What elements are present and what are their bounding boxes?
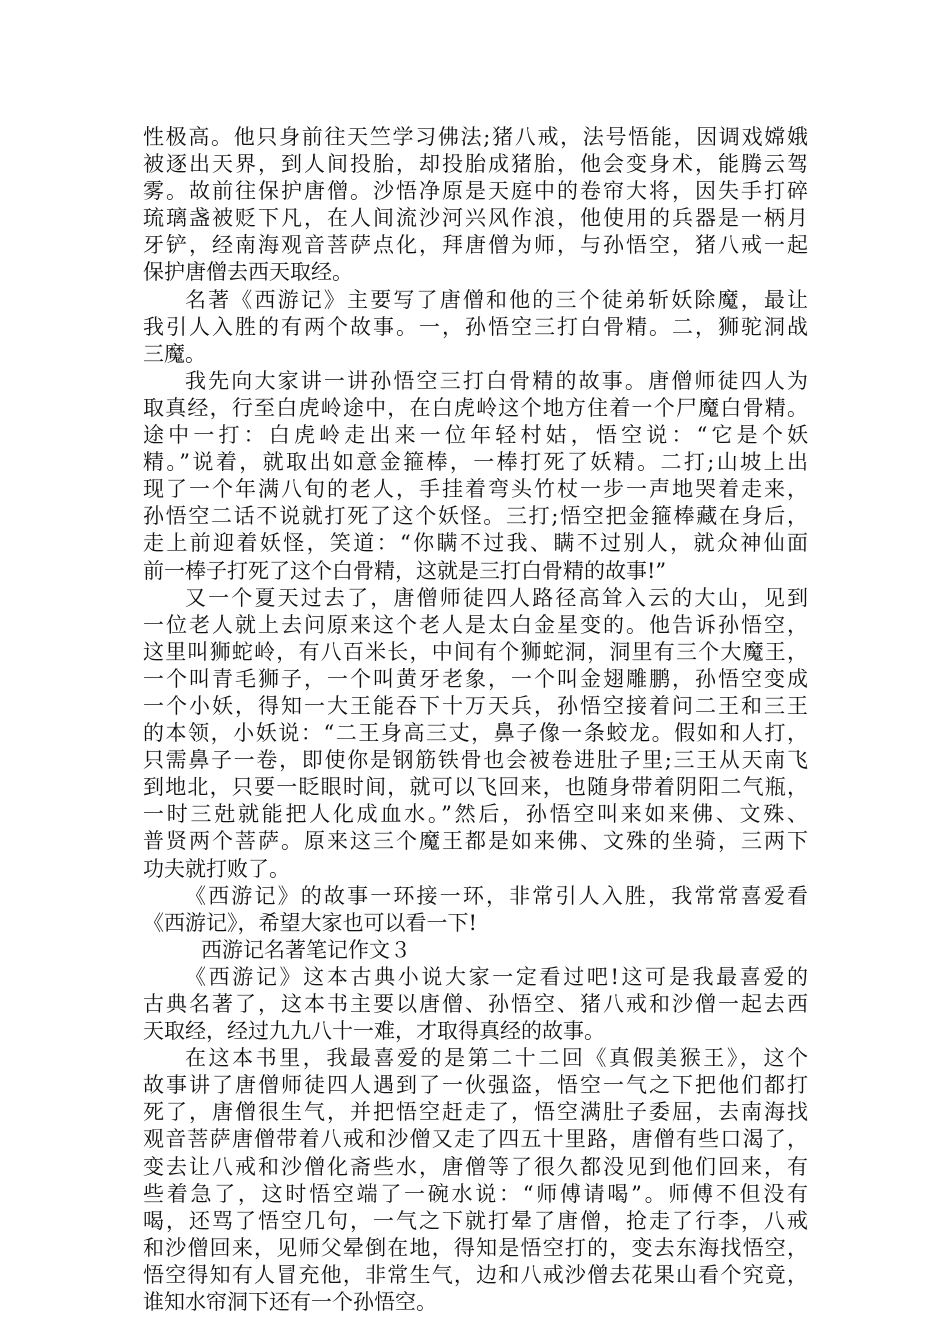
text-line: 只需鼻子一卷，即使你是钢筋铁骨也会被卷进肚子里;三王从天南飞 <box>143 748 808 773</box>
text-line: 性极高。他只身前往天竺学习佛法;猪八戒，法号悟能，因调戏嫦娥 <box>143 125 808 149</box>
text-line: 变去让八戒和沙僧化斋些水，唐僧等了很久都没见到他们回来，有 <box>143 1154 808 1179</box>
text-line: 三魔。 <box>143 341 206 366</box>
text-line: 喝，还骂了悟空几句，一气之下就打晕了唐僧，抢走了行李，八戒 <box>143 1208 808 1233</box>
text-line: 一个小妖，得知一大王能吞下十万天兵，孙悟空接着问二王和三王 <box>143 693 808 718</box>
section-heading: 西游记名著笔记作文３ <box>201 937 411 962</box>
text-line: 故事讲了唐僧师徒四人遇到了一伙强盗，悟空一气之下把他们都打 <box>143 1073 808 1098</box>
text-line: 的本领，小妖说：“二王身高三丈，鼻子像一条蛟龙。假如和人打， <box>143 721 808 746</box>
text-line: 普贤两个菩萨。原来这三个魔王都是如来佛、文殊的坐骑，三两下 <box>143 829 808 854</box>
text-line: 走上前迎着妖怪，笑道：“你瞒不过我、瞒不过别人，就众神仙面 <box>143 531 808 556</box>
text-line: 功夫就打败了。 <box>143 856 290 881</box>
text-line: 些着急了，这时悟空端了一碗水说：“师傅请喝”。师傅不但没有 <box>143 1181 808 1206</box>
text-line: 途中一打：白虎岭走出来一位年轻村姑，悟空说：“它是个妖 <box>143 423 808 448</box>
document-body <box>143 124 808 1316</box>
text-line: 《西游记》的故事一环接一环，非常引人入胜，我常常喜爱看 <box>185 883 808 908</box>
text-line: 名著《西游记》主要写了唐僧和他的三个徒弟斩妖除魔，最让 <box>185 287 808 312</box>
text-line: 保护唐僧去西天取经。 <box>143 260 353 285</box>
text-line: 悟空得知有人冒充他，非常生气，边和八戒沙僧去花果山看个究竟， <box>143 1262 808 1287</box>
text-line: 雾。故前往保护唐僧。沙悟净原是天庭中的卷帘大将，因失手打碎 <box>143 179 808 204</box>
text-line: 在这本书里，我最喜爱的是第二十二回《真假美猴王》，这个 <box>185 1046 808 1071</box>
text-line: 一时三兙就能把人化成血水。”然后，孙悟空叫来如来佛、文殊、 <box>143 802 808 827</box>
text-line: 和沙僧回来，见师父晕倒在地，得知是悟空打的，变去东海找悟空， <box>143 1235 808 1260</box>
text-line: 被逐出天界，到人间投胎，却投胎成猪胎，他会变身术，能腾云驾 <box>143 152 808 177</box>
text-line: 古典名著了，这本书主要以唐僧、孙悟空、猪八戒和沙僧一起去西 <box>143 992 808 1016</box>
text-line: 又一个夏天过去了，唐僧师徒四人路径高耸入云的大山，见到 <box>185 585 808 610</box>
text-line: 我引人入胜的有两个故事。一，孙悟空三打白骨精。二，狮驼洞战 <box>143 314 808 339</box>
text-line: 我先向大家讲一讲孙悟空三打白骨精的故事。唐僧师徒四人为 <box>185 368 808 393</box>
text-line: 观音菩萨唐僧带着八戒和沙僧又走了四五十里路，唐僧有些口渴了， <box>143 1127 808 1152</box>
text-line: 牙铲，经南海观音菩萨点化，拜唐僧为师，与孙悟空，猪八戒一起 <box>143 233 808 258</box>
text-line: 现了一个年满八旬的老人，手挂着弯头竹杖一步一声地哭着走来， <box>143 477 808 502</box>
text-line: 一位老人就上去问原来这个老人是太白金星变的。他告诉孙悟空， <box>143 612 808 637</box>
text-line: 谁知水帘洞下还有一个孙悟空。 <box>143 1290 437 1315</box>
text-line: 这里叫狮蛇岭，有八百米长，中间有个狮蛇洞，洞里有三个大魔王， <box>143 639 808 664</box>
text-line: 《西游记》这本古典小说大家一定看过吧!这可是我最喜爱的 <box>185 964 808 989</box>
text-line: 死了，唐僧很生气，并把悟空赶走了，悟空满肚子委屈，去南海找 <box>143 1100 808 1125</box>
text-line: 取真经，行至白虎岭途中，在白虎岭这个地方住着一个尸魔白骨精。 <box>143 395 808 420</box>
text-line: 前一棒子打死了这个白骨精，这就是三打白骨精的故事!” <box>143 558 667 583</box>
text-line: 到地北，只要一眨眼时间，就可以飞回来，也随身带着阴阳二气瓶， <box>143 775 808 800</box>
text-line: 琉璃盏被贬下凡，在人间流沙河兴风作浪，他使用的兵器是一柄月 <box>143 206 808 231</box>
text-line: 《西游记》，希望大家也可以看一下! <box>143 910 477 935</box>
text-line: 孙悟空二话不说就打死了这个妖怪。三打;悟空把金箍棒藏在身后， <box>143 504 808 529</box>
text-line: 天取经，经过九九八十一难，才取得真经的故事。 <box>143 1019 605 1044</box>
text-line: 精。”说着，就取出如意金箍棒，一棒打死了妖精。二打;山坡上出 <box>143 450 808 475</box>
text-line: 一个叫青毛狮子，一个叫黄牙老象，一个叫金翅雕鹏，孙悟空变成 <box>143 666 808 691</box>
